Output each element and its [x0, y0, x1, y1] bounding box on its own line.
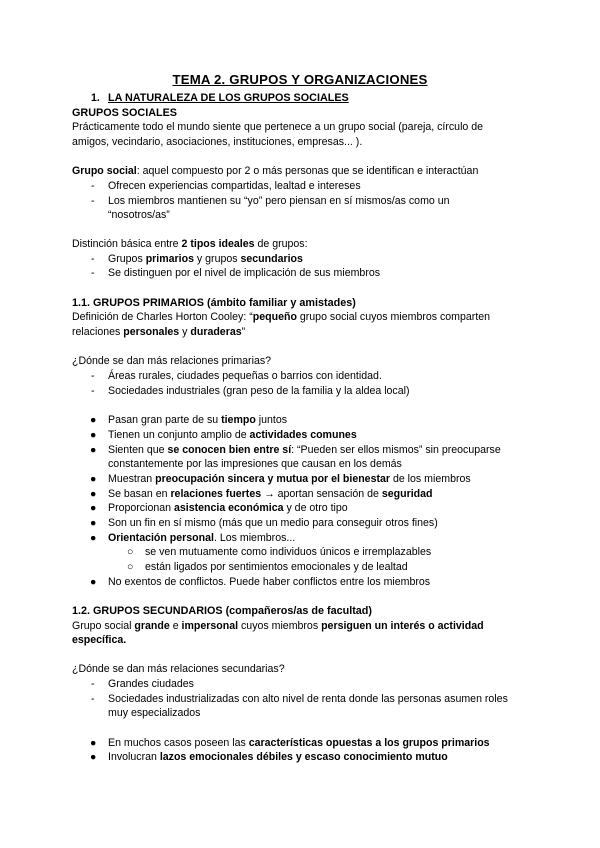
- emphasis: duraderas: [190, 326, 242, 338]
- emphasis: características opuestas a los grupos primarios: [248, 737, 490, 749]
- dash-marker: -: [91, 693, 95, 705]
- text: Se basan en: [108, 488, 171, 500]
- text: e: [169, 620, 182, 632]
- text: relaciones: [72, 326, 124, 338]
- dash-marker: -: [91, 180, 95, 192]
- text: Distinción básica entre: [72, 238, 182, 250]
- bullet-item: [108, 736, 490, 751]
- dash-marker: -: [91, 267, 95, 279]
- dash-marker: -: [91, 370, 95, 382]
- text: Definición de Charles Horton Cooley: “: [72, 311, 253, 323]
- text: Pasan gran parte de su: [108, 414, 222, 426]
- text: Proporcionan: [108, 502, 174, 514]
- text: Muestran: [108, 473, 156, 485]
- emphasis: 2 tipos ideales: [181, 238, 255, 250]
- bullet-item: No exentos de conflictos. Puede haber conflictos entre los miembros: [108, 576, 431, 588]
- text: Tienen un conjunto amplio de: [108, 429, 250, 441]
- section-number: 1.: [91, 92, 100, 104]
- text: . Los miembros...: [213, 532, 296, 544]
- list-item: Los miembros mantienen su “yo” pero piensan en sí mismos/as como un: [108, 195, 450, 207]
- emphasis: relaciones fuertes: [170, 488, 262, 500]
- bullet-marker: ●: [90, 444, 97, 456]
- list-item: Ofrecen experiencias compartidas, lealtad e intereses: [108, 180, 361, 192]
- paragraph-line: [72, 310, 490, 325]
- term: Grupo social: [72, 165, 137, 177]
- bullet-item: [108, 428, 357, 443]
- emphasis: personales: [123, 326, 180, 338]
- text: Sienten que: [108, 444, 168, 456]
- emphasis: seguridad: [381, 488, 433, 500]
- page-title: TEMA 2. GRUPOS Y ORGANIZACIONES: [172, 72, 428, 87]
- subsection-heading: 1.1. GRUPOS PRIMARIOS (ámbito familiar y amistades): [72, 297, 356, 309]
- bullet-marker: ●: [90, 737, 97, 749]
- question-line: ¿Dónde se dan más relaciones secundarias?: [72, 663, 285, 675]
- dash-marker: -: [91, 253, 95, 265]
- bullet-item: [108, 531, 295, 546]
- bullet-marker: ●: [90, 751, 97, 763]
- subsection-heading: GRUPOS SOCIALES: [72, 107, 177, 119]
- text: Grupos: [108, 253, 146, 265]
- list-item: Se distinguen por el nivel de implicación de sus miembros: [108, 267, 381, 279]
- list-item: Áreas rurales, ciudades pequeñas o barrios con identidad.: [108, 370, 382, 382]
- emphasis: persiguen un interés o actividad: [321, 620, 484, 632]
- emphasis: grande: [134, 620, 170, 632]
- paragraph-line: específica.: [72, 634, 127, 646]
- bullet-item-cont: constantemente por las impresiones que causan en los demás: [108, 458, 402, 470]
- sub-bullet-item: están ligados por sentimientos emocionales y de lealtad: [145, 561, 408, 573]
- text: : aquel compuesto por 2 o más personas que se identifican e interactúan: [136, 165, 479, 177]
- text: ”: [241, 326, 246, 338]
- text: Involucran: [108, 751, 160, 763]
- text: grupo social cuyos miembros comparten: [296, 311, 491, 323]
- bullet-marker: ●: [90, 414, 97, 426]
- emphasis: preocupación sincera y mutua por el bienestar: [155, 473, 391, 485]
- list-item: [108, 252, 303, 267]
- text: cuyos miembros: [238, 620, 322, 632]
- definition-line: [72, 164, 478, 179]
- bullet-marker: ●: [90, 576, 97, 588]
- dash-marker: -: [91, 678, 95, 690]
- paragraph-line: [72, 237, 308, 252]
- dash-marker: -: [91, 385, 95, 397]
- text: y: [179, 326, 191, 338]
- bullet-item: [108, 443, 501, 458]
- bullet-marker: ●: [90, 517, 97, 529]
- emphasis: Orientación personal: [108, 532, 214, 544]
- emphasis: impersonal: [181, 620, 239, 632]
- question-line: ¿Dónde se dan más relaciones primarias?: [72, 355, 272, 367]
- bullet-marker: ●: [90, 532, 97, 544]
- sub-bullet-item: se ven mutuamente como individuos únicos e irremplazables: [145, 546, 432, 558]
- emphasis: actividades comunes: [249, 429, 357, 441]
- text: de los miembros: [390, 473, 471, 485]
- paragraph-line: [72, 325, 245, 340]
- list-item-cont: muy especializados: [108, 707, 201, 719]
- emphasis: pequeño: [252, 311, 297, 323]
- bullet-marker: ●: [90, 473, 97, 485]
- circle-marker: ○: [127, 561, 134, 573]
- text: de grupos:: [254, 238, 308, 250]
- bullet-marker: ●: [90, 502, 97, 514]
- subsection-heading: 1.2. GRUPOS SECUNDARIOS (compañeros/as de facultad): [72, 605, 372, 617]
- text: En muchos casos poseen las: [108, 737, 249, 749]
- bullet-item: [108, 487, 433, 502]
- text: y grupos: [193, 253, 241, 265]
- section-heading: LA NATURALEZA DE LOS GRUPOS SOCIALES: [108, 92, 349, 104]
- bullet-item: [108, 501, 348, 516]
- emphasis: primarios: [145, 253, 194, 265]
- circle-marker: ○: [127, 546, 134, 558]
- emphasis: tiempo: [221, 414, 256, 426]
- bullet-item: Son un fin en sí mismo (más que un medio para conseguir otros fines): [108, 517, 438, 529]
- text: : “Pueden ser ellos mismos” sin preocuparse: [291, 444, 501, 456]
- text: Grupo social: [72, 620, 135, 632]
- paragraph-line: [72, 619, 484, 634]
- text: → aportan sensación de: [261, 488, 382, 500]
- list-item: Sociedades industriales (gran peso de la familia y la aldea local): [108, 385, 410, 397]
- bullet-marker: ●: [90, 488, 97, 500]
- emphasis: asistencia económica: [173, 502, 284, 514]
- paragraph-line: amigos, vecindario, asociaciones, instituciones, empresas... ).: [72, 136, 363, 148]
- emphasis: secundarios: [240, 253, 303, 265]
- text: juntos: [255, 414, 288, 426]
- bullet-item: [108, 750, 448, 765]
- list-item: Sociedades industrializadas con alto nivel de renta donde las personas asumen roles: [108, 693, 508, 705]
- paragraph-line: Prácticamente todo el mundo siente que pertenece a un grupo social (pareja, círculo de: [72, 121, 484, 133]
- bullet-item: [108, 472, 471, 487]
- emphasis: lazos emocionales débiles y escaso conocimiento mutuo: [159, 751, 448, 763]
- bullet-marker: ●: [90, 429, 97, 441]
- emphasis: se conocen bien entre sí: [167, 444, 292, 456]
- bullet-item: [108, 413, 287, 428]
- dash-marker: -: [91, 195, 95, 207]
- list-item: Grandes ciudades: [108, 678, 194, 690]
- list-item-cont: “nosotros/as”: [108, 209, 170, 221]
- text: y de otro tipo: [283, 502, 348, 514]
